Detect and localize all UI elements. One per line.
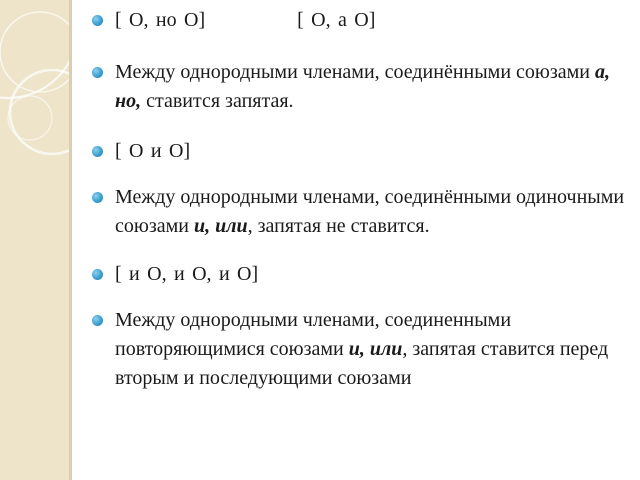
formula-text (115, 6, 632, 35)
bullet-dot-icon (92, 15, 103, 26)
formula-but: [ О, но О] (115, 9, 206, 31)
rule-conjunctions: а, но, (115, 61, 610, 112)
bullet-dot-icon (92, 192, 103, 203)
decorative-side-band (0, 0, 72, 480)
bullet-dot-icon (92, 67, 103, 78)
side-band-edge (69, 0, 72, 480)
formula-text: [ и О, и О, и О] (115, 263, 259, 285)
formula-item-single-and (92, 137, 632, 166)
bullet-dot-icon (92, 146, 103, 157)
rule-item-repeated (92, 306, 632, 393)
formula-item-repeated-and (92, 260, 632, 289)
bullet-dot-icon (92, 269, 103, 280)
formula-and-a: [ О, а О] (297, 9, 376, 31)
rule-conjunctions: и, или (193, 215, 248, 237)
decorative-circles-graphic (0, 0, 72, 480)
rule-item-a-no (92, 58, 632, 116)
rule-text (115, 58, 632, 116)
rule-item-i-ili (92, 183, 632, 241)
rule-text-start: Между однородными членами, соединёнными союзами (115, 61, 595, 83)
rule-conjunctions: и, или (348, 338, 403, 360)
rule-text-end: , запятая не ставится. (247, 215, 430, 237)
rule-text (115, 306, 632, 393)
rule-text-start: Между однородными членами, соединёнными одиночными союзами (115, 186, 625, 237)
rule-text-start: Между однородными членами, соединенными повторяющимися союзами (115, 309, 512, 360)
rule-text-end: ставится запятая. (141, 90, 294, 112)
slide-content (92, 0, 632, 480)
rule-text-end: , запятая ставится перед вторым и последующими союзами (115, 338, 609, 389)
bullet-dot-icon (92, 315, 103, 326)
formula-item-but-and (92, 6, 632, 35)
formula-text: [ О и О] (115, 140, 191, 162)
rule-text (115, 183, 632, 241)
